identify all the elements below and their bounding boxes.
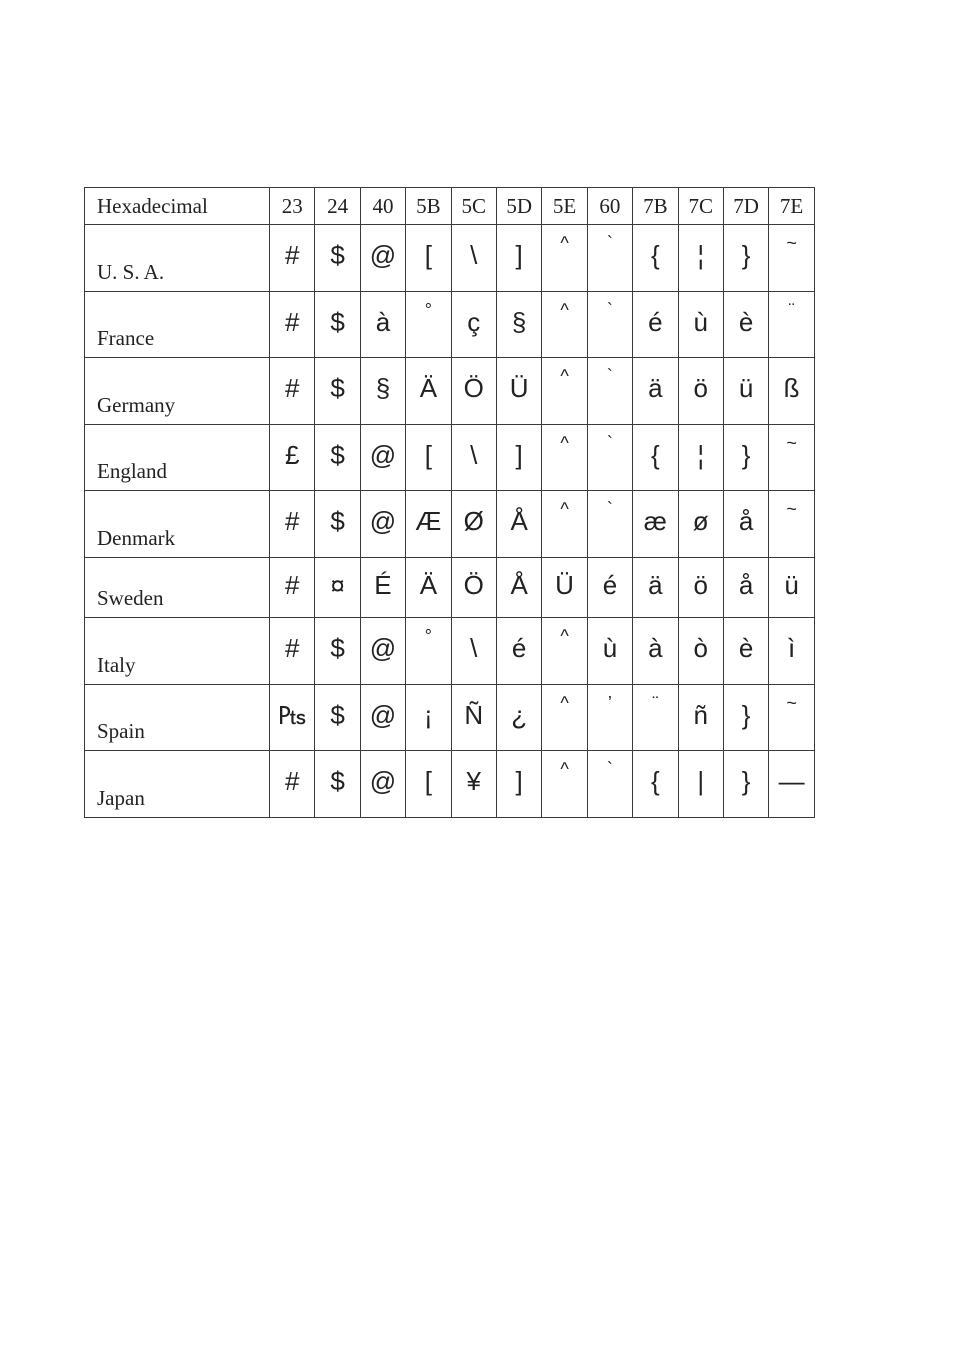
table-row — [85, 424, 815, 491]
header-row — [85, 188, 815, 225]
char-cell: # — [270, 358, 315, 425]
char-cell: | — [678, 751, 723, 818]
char-cell: — — [769, 751, 815, 818]
table-row — [85, 618, 815, 685]
char-cell: @ — [360, 751, 405, 818]
char-cell: ì — [769, 618, 815, 685]
char-cell: ` — [587, 225, 632, 292]
char-cell: ¦ — [678, 424, 723, 491]
char-cell: ^ — [542, 618, 587, 685]
char-cell: ` — [587, 751, 632, 818]
hex-code-header: 5B — [406, 188, 451, 225]
char-cell: § — [360, 358, 405, 425]
char-cell: } — [723, 424, 768, 491]
char-cell: ^ — [542, 684, 587, 751]
char-cell: é — [496, 618, 541, 685]
char-cell: Å — [496, 491, 541, 558]
char-cell: § — [496, 291, 541, 358]
country-label: Spain — [85, 684, 270, 751]
char-cell: ` — [587, 491, 632, 558]
table-row — [85, 684, 815, 751]
char-cell: ò — [678, 618, 723, 685]
char-cell: Å — [496, 557, 541, 618]
country-label: France — [85, 291, 270, 358]
char-cell: ñ — [678, 684, 723, 751]
char-cell: ^ — [542, 751, 587, 818]
country-label: U. S. A. — [85, 225, 270, 292]
char-cell: ’ — [587, 684, 632, 751]
table-row — [85, 358, 815, 425]
char-cell: $ — [315, 684, 360, 751]
char-cell: Ñ — [451, 684, 496, 751]
char-cell: ß — [769, 358, 815, 425]
char-cell: æ — [633, 491, 678, 558]
char-cell: è — [723, 618, 768, 685]
char-cell: ç — [451, 291, 496, 358]
char-cell: Ö — [451, 557, 496, 618]
hex-code-header: 60 — [587, 188, 632, 225]
char-cell: @ — [360, 491, 405, 558]
char-cell: ¨ — [769, 291, 815, 358]
table-row — [85, 491, 815, 558]
char-cell: # — [270, 751, 315, 818]
char-cell: Ä — [406, 557, 451, 618]
char-cell: ^ — [542, 358, 587, 425]
char-cell: ¨ — [633, 684, 678, 751]
char-cell: ^ — [542, 291, 587, 358]
char-cell: $ — [315, 618, 360, 685]
char-cell: ü — [769, 557, 815, 618]
table-row — [85, 225, 815, 292]
char-cell: é — [633, 291, 678, 358]
char-cell: ù — [587, 618, 632, 685]
char-cell: ^ — [542, 225, 587, 292]
char-cell: £ — [270, 424, 315, 491]
char-cell: Ü — [496, 358, 541, 425]
hex-code-header: 7E — [769, 188, 815, 225]
char-cell: @ — [360, 684, 405, 751]
char-cell: ° — [406, 291, 451, 358]
char-cell: \ — [451, 424, 496, 491]
char-cell: { — [633, 225, 678, 292]
char-cell: \ — [451, 618, 496, 685]
char-cell: Ö — [451, 358, 496, 425]
char-cell: \ — [451, 225, 496, 292]
char-cell: } — [723, 225, 768, 292]
table-row — [85, 751, 815, 818]
char-cell: Ø — [451, 491, 496, 558]
char-cell: @ — [360, 618, 405, 685]
char-cell: $ — [315, 358, 360, 425]
char-cell: Æ — [406, 491, 451, 558]
table-row — [85, 291, 815, 358]
char-cell: à — [360, 291, 405, 358]
country-label: Sweden — [85, 557, 270, 618]
char-cell: ] — [496, 424, 541, 491]
char-cell: É — [360, 557, 405, 618]
char-cell: ¦ — [678, 225, 723, 292]
char-cell: ~ — [769, 424, 815, 491]
char-cell: @ — [360, 424, 405, 491]
char-cell: Ü — [542, 557, 587, 618]
char-cell: @ — [360, 225, 405, 292]
char-cell: à — [633, 618, 678, 685]
char-cell: ù — [678, 291, 723, 358]
char-cell: { — [633, 424, 678, 491]
char-cell: ^ — [542, 424, 587, 491]
country-label: Denmark — [85, 491, 270, 558]
hex-code-header: 24 — [315, 188, 360, 225]
char-cell: è — [723, 291, 768, 358]
char-cell: } — [723, 684, 768, 751]
char-cell: å — [723, 491, 768, 558]
char-cell: Ä — [406, 358, 451, 425]
hex-code-header: 7D — [723, 188, 768, 225]
char-cell: ¿ — [496, 684, 541, 751]
char-cell: # — [270, 557, 315, 618]
char-cell: ü — [723, 358, 768, 425]
char-cell: $ — [315, 424, 360, 491]
char-cell: ~ — [769, 225, 815, 292]
char-cell: å — [723, 557, 768, 618]
char-cell: ` — [587, 358, 632, 425]
char-cell: [ — [406, 751, 451, 818]
char-cell: ä — [633, 557, 678, 618]
international-charset-table — [84, 187, 815, 818]
hex-code-header: 7B — [633, 188, 678, 225]
hex-code-header: 40 — [360, 188, 405, 225]
char-cell: ~ — [769, 684, 815, 751]
table-row — [85, 557, 815, 618]
char-cell: ¡ — [406, 684, 451, 751]
char-cell: $ — [315, 491, 360, 558]
char-cell: ¥ — [451, 751, 496, 818]
char-cell: [ — [406, 225, 451, 292]
char-cell: ° — [406, 618, 451, 685]
char-cell: [ — [406, 424, 451, 491]
char-cell: ö — [678, 358, 723, 425]
country-label: England — [85, 424, 270, 491]
char-cell: ] — [496, 751, 541, 818]
hex-code-header: 7C — [678, 188, 723, 225]
country-label: Italy — [85, 618, 270, 685]
char-cell: ^ — [542, 491, 587, 558]
corner-label: Hexadecimal — [85, 188, 270, 225]
char-cell: ~ — [769, 491, 815, 558]
char-cell: ä — [633, 358, 678, 425]
hex-code-header: 5D — [496, 188, 541, 225]
char-cell: } — [723, 751, 768, 818]
char-cell: é — [587, 557, 632, 618]
char-cell: # — [270, 491, 315, 558]
char-cell: ] — [496, 225, 541, 292]
hex-code-header: 23 — [270, 188, 315, 225]
char-cell: # — [270, 225, 315, 292]
char-cell: $ — [315, 751, 360, 818]
char-cell: # — [270, 618, 315, 685]
char-cell: $ — [315, 291, 360, 358]
char-cell: ¤ — [315, 557, 360, 618]
char-cell: { — [633, 751, 678, 818]
char-cell: ` — [587, 291, 632, 358]
char-cell: ` — [587, 424, 632, 491]
char-cell: $ — [315, 225, 360, 292]
country-label: Japan — [85, 751, 270, 818]
hex-code-header: 5E — [542, 188, 587, 225]
char-cell: ø — [678, 491, 723, 558]
country-label: Germany — [85, 358, 270, 425]
char-cell: # — [270, 291, 315, 358]
char-cell: ₧ — [270, 684, 315, 751]
char-cell: ö — [678, 557, 723, 618]
hex-code-header: 5C — [451, 188, 496, 225]
table-body — [85, 188, 815, 818]
